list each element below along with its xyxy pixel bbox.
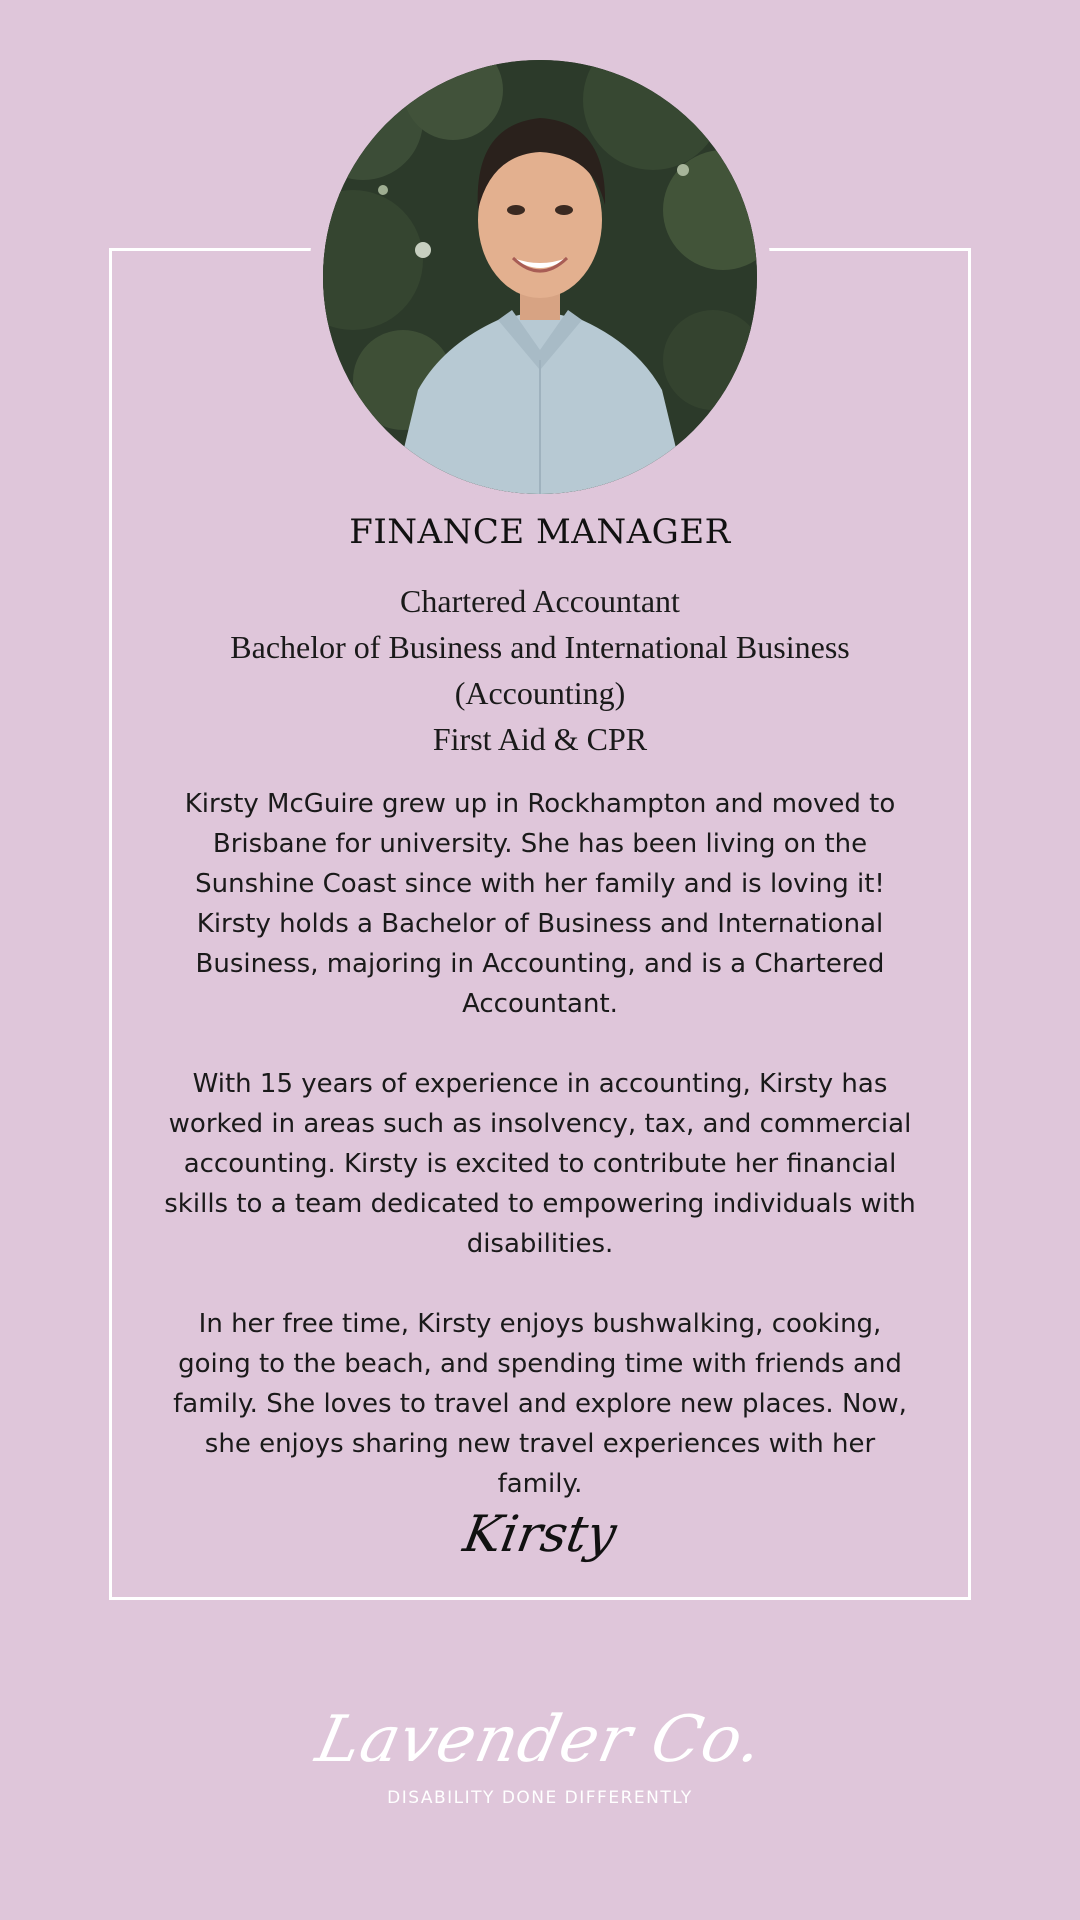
bio-text (160, 784, 920, 1504)
qualification-item: Bachelor of Business and International Business (230, 629, 850, 665)
bio-paragraph: In her free time, Kirsty enjoys bushwalking, cooking, going to the beach, and spending time with friends and family. She loves to travel and explore new places. Now, she enjoys sharing new travel experiences with her family. (173, 1309, 907, 1499)
bio-paragraph: With 15 years of experience in accounting, Kirsty has worked in areas such as insolvency, tax, and commercial accounting. Kirsty is excited to contribute her financial skills to a team dedicated to empowering individuals with disabilities. (164, 1069, 916, 1259)
qualification-item: First Aid & CPR (432, 721, 648, 757)
brand-logo (0, 1700, 1080, 1808)
bio-paragraph: Kirsty McGuire grew up in Rockhampton and moved to Brisbane for university. She has been living on the Sunshine Coast since with her family and is loving it! Kirsty holds a Bachelor of Business and International Business, majoring in Accounting, and is a Chartered Accountant. (184, 789, 896, 1019)
brand-tagline: DISABILITY DONE DIFFERENTLY (387, 1788, 693, 1808)
portrait-image (323, 60, 757, 494)
qualification-item: Chartered Accountant (400, 583, 680, 619)
qualifications-list (140, 578, 940, 762)
brand-name: Lavender Co. (309, 1703, 771, 1777)
signature: Kirsty (459, 1505, 621, 1563)
qualification-item: (Accounting) (454, 675, 626, 711)
profile-photo (323, 60, 757, 494)
role-title: FINANCE MANAGER (349, 512, 731, 552)
